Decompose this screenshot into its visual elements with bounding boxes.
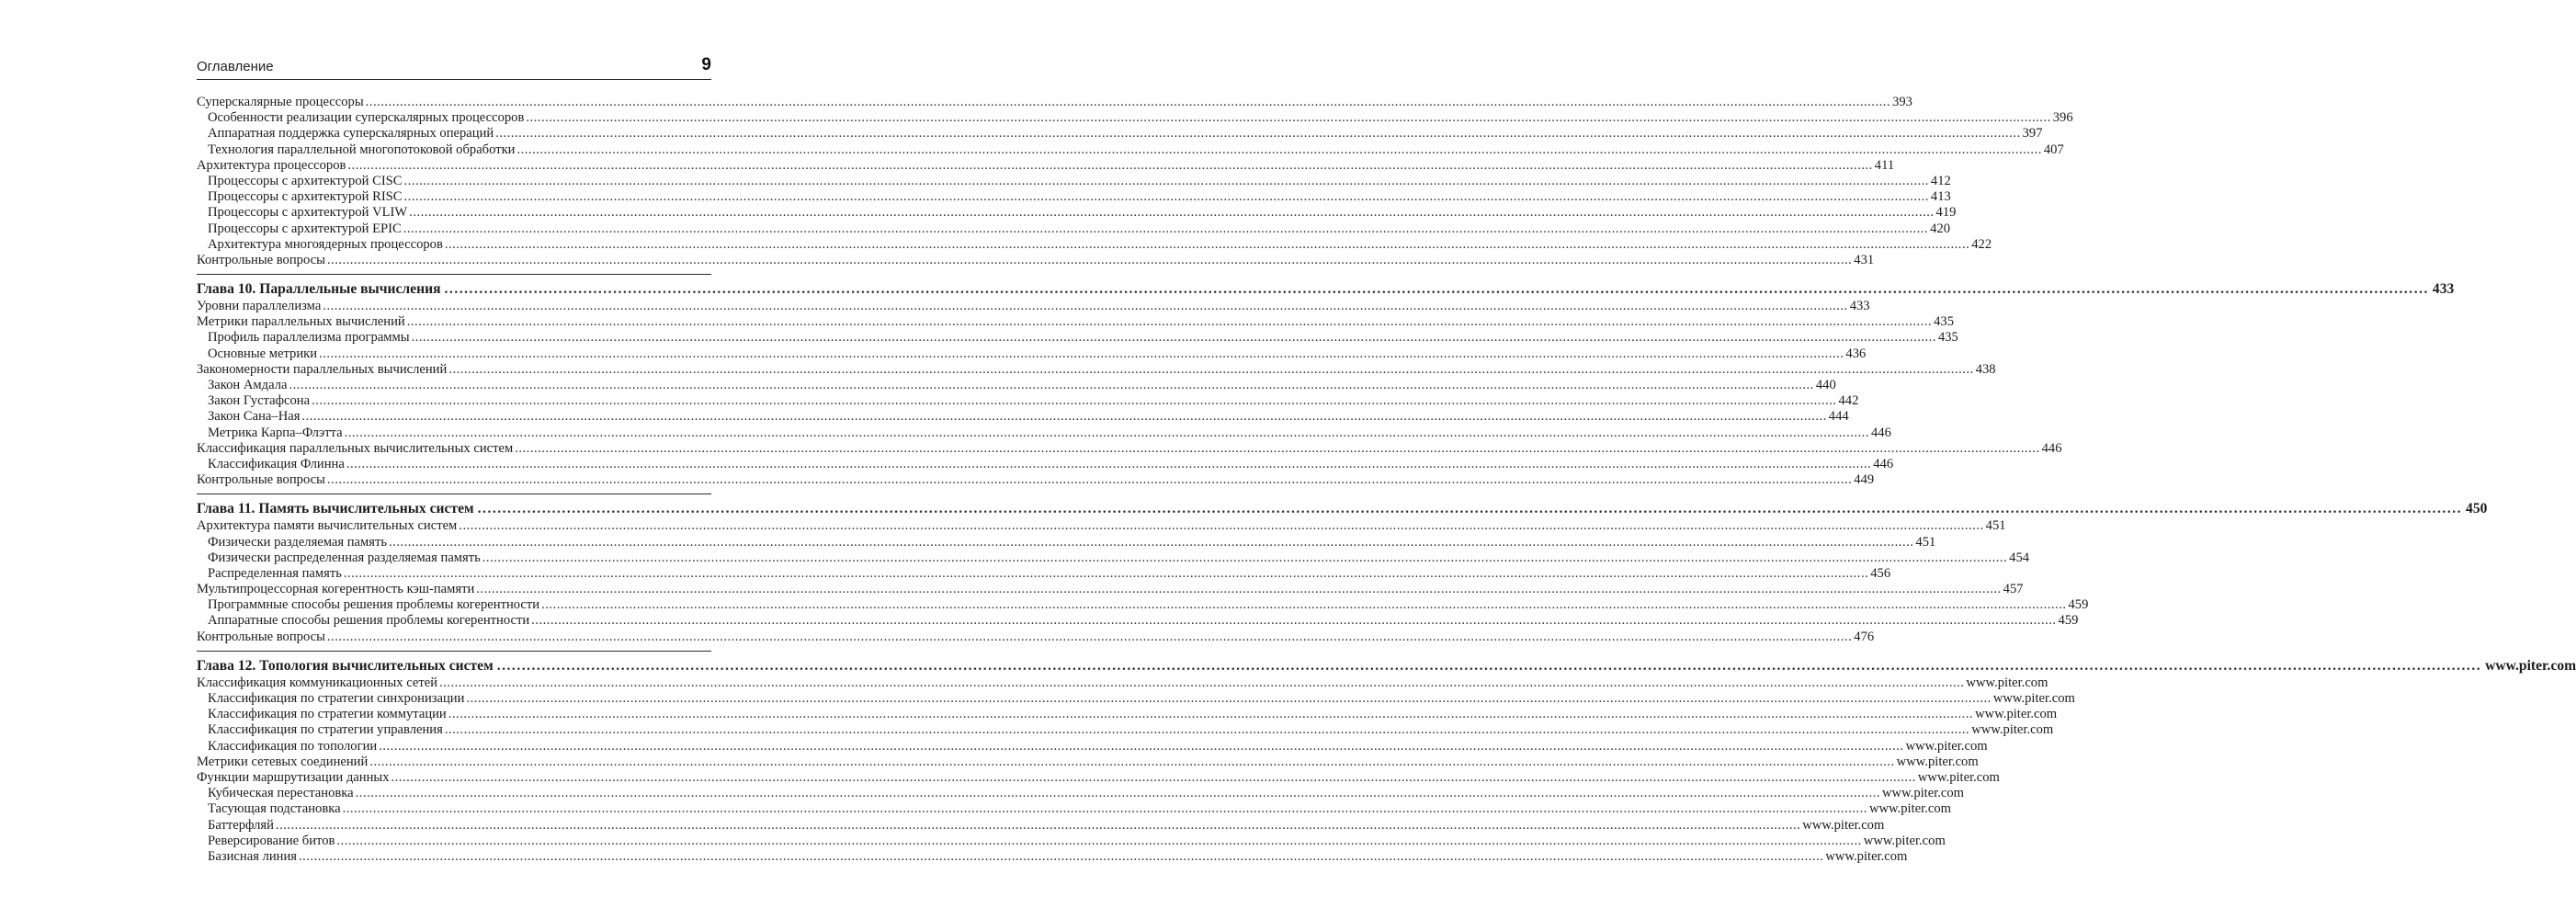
dot-leader: ................................................................................................................................................................................................................................................................................................................................................................................................................ [541, 597, 2067, 613]
dot-leader: ................................................................................................................................................................................................................................................................................................................................................................................................................ [323, 299, 1848, 314]
dot-leader: ................................................................................................................................................................................................................................................................................................................................................................................................................ [439, 675, 1965, 690]
toc-entry[interactable] [197, 425, 1891, 441]
toc-entry-page: 396 [2052, 110, 2073, 126]
dot-leader: ................................................................................................................................................................................................................................................................................................................................................................................................................ [448, 707, 1974, 722]
toc-entry-page: www.piter.com [1971, 722, 2054, 738]
dot-leader: ................................................................................................................................................................................................................................................................................................................................................................................................................ [476, 582, 2002, 597]
page-header [197, 55, 711, 80]
toc-entry[interactable] [197, 221, 1950, 237]
dot-leader: ................................................................................................................................................................................................................................................................................................................................................................................................................ [342, 801, 1867, 817]
toc-entry-title: Закон Сана–Ная [208, 409, 301, 425]
toc-entry-title: Классификация коммуникационных сетей [197, 675, 438, 690]
toc-entry-title: Глава 11. Память вычислительных систем [197, 501, 474, 517]
toc-chapter-entry[interactable] [197, 279, 2455, 299]
toc-entry-title: Классификация параллельных вычислительных систем [197, 440, 514, 456]
table-of-contents [197, 95, 2576, 865]
toc-entry-page: 451 [1915, 534, 1936, 550]
toc-entry[interactable] [197, 722, 2054, 738]
dot-leader: ................................................................................................................................................................................................................................................................................................................................................................................................................ [496, 657, 2482, 674]
dot-leader: ................................................................................................................................................................................................................................................................................................................................................................................................................ [343, 565, 1869, 581]
toc-entry-page: 420 [1930, 221, 1950, 236]
toc-entry-title: Аппаратная поддержка суперскалярных операций [208, 126, 494, 142]
toc-entry-page: www.piter.com [1896, 754, 1979, 769]
dot-leader: ................................................................................................................................................................................................................................................................................................................................................................................................................ [346, 456, 1872, 471]
dot-leader: ................................................................................................................................................................................................................................................................................................................................................................................................................ [355, 786, 1880, 801]
toc-entry-page: 449 [1854, 472, 1875, 488]
dot-leader: ................................................................................................................................................................................................................................................................................................................................................................................................................ [531, 613, 2057, 629]
toc-entry-page: 419 [1935, 205, 1957, 221]
toc-entry[interactable] [197, 472, 1875, 488]
toc-entry-page: 440 [1815, 378, 1836, 392]
toc-entry-page: 431 [1854, 252, 1875, 267]
toc-entry-title: Архитектура памяти вычислительных систем [197, 518, 458, 534]
toc-entry-title: Суперскалярные процессоры [197, 95, 364, 109]
toc-entry-title: Закон Амдала [208, 378, 288, 392]
toc-entry[interactable] [197, 346, 1867, 362]
dot-leader: ................................................................................................................................................................................................................................................................................................................................................................................................................ [312, 393, 1837, 409]
dot-leader: ................................................................................................................................................................................................................................................................................................................................................................................................................ [403, 173, 1929, 188]
toc-entry-title: Физически распределенная разделяемая память [208, 550, 481, 565]
toc-entry[interactable] [197, 299, 1870, 314]
toc-entry-page: 446 [1870, 425, 1891, 440]
toc-entry-title: Тасующая подстановка [208, 801, 341, 817]
toc-entry-page: www.piter.com [1917, 769, 2000, 785]
toc-entry-title: Баттерфляй [208, 817, 274, 833]
toc-entry[interactable] [197, 833, 1946, 849]
toc-chapter-entry[interactable] [197, 499, 2488, 518]
dot-leader: ................................................................................................................................................................................................................................................................................................................................................................................................................ [369, 754, 1895, 769]
toc-entry-title: Профиль параллелизма программы [208, 330, 410, 346]
toc-entry-title: Реверсирование битов [208, 833, 335, 848]
toc-entry-page: www.piter.com [1905, 738, 1988, 754]
toc-entry-title: Особенности реализации суперскалярных процессоров [208, 110, 525, 126]
toc-entry-title: Закономерности параллельных вычислений [197, 361, 448, 377]
dot-leader: ................................................................................................................................................................................................................................................................................................................................................................................................................ [444, 236, 1970, 252]
dot-leader: ................................................................................................................................................................................................................................................................................................................................................................................................................ [448, 361, 1974, 377]
toc-entry[interactable] [197, 314, 1954, 330]
toc-entry-title: Процессоры с архитектурой CISC [208, 173, 403, 188]
toc-entry[interactable] [197, 597, 2089, 613]
dot-leader: ................................................................................................................................................................................................................................................................................................................................................................................................................ [477, 501, 2463, 517]
toc-entry-page: www.piter.com [2485, 657, 2576, 674]
toc-entry-page: 446 [2041, 440, 2062, 456]
toc-section [197, 494, 2488, 645]
toc-entry-title: Контрольные вопросы [197, 252, 325, 267]
page-number: 9 [701, 55, 711, 74]
dot-leader: ................................................................................................................................................................................................................................................................................................................................................................................................................ [495, 126, 2021, 142]
toc-entry-title: Архитектура многоядерных процессоров [208, 236, 443, 252]
toc-entry[interactable] [197, 534, 1936, 550]
toc-entry[interactable] [197, 393, 1859, 409]
toc-section [197, 95, 2073, 268]
toc-entry-page: 456 [1870, 565, 1891, 581]
toc-entry-title: Уровни параллелизма [197, 299, 322, 314]
dot-leader: ................................................................................................................................................................................................................................................................................................................................................................................................................ [482, 550, 2008, 565]
toc-entry[interactable] [197, 173, 1951, 189]
toc-entry[interactable] [197, 565, 1891, 582]
toc-entry-page: 451 [1985, 518, 2006, 534]
toc-entry-title: Программные способы решения проблемы когерентности [208, 597, 540, 613]
toc-section [197, 651, 2576, 865]
toc-entry[interactable] [197, 707, 2058, 722]
toc-entry[interactable] [197, 629, 1875, 645]
toc-entry-title: Базисная линия [208, 848, 297, 864]
toc-entry-page: 435 [1934, 314, 1954, 330]
dot-leader: ................................................................................................................................................................................................................................................................................................................................................................................................................ [444, 722, 1970, 738]
dot-leader: ................................................................................................................................................................................................................................................................................................................................................................................................................ [403, 221, 1929, 236]
toc-entry-page: 411 [1874, 157, 1895, 173]
dot-leader: ................................................................................................................................................................................................................................................................................................................................................................................................................ [301, 409, 1827, 425]
dot-leader: ................................................................................................................................................................................................................................................................................................................................................................................................................ [411, 330, 1936, 346]
dot-leader: ................................................................................................................................................................................................................................................................................................................................................................................................................ [326, 252, 1853, 267]
toc-entry[interactable] [197, 550, 2030, 566]
toc-entry-page: www.piter.com [1882, 786, 1965, 801]
dot-leader: ................................................................................................................................................................................................................................................................................................................................................................................................................ [406, 314, 1933, 330]
toc-entry[interactable] [197, 817, 1885, 834]
toc-entry[interactable] [197, 95, 1912, 110]
toc-entry[interactable] [197, 456, 1894, 472]
toc-entry-title: Аппаратные способы решения проблемы когерентности [208, 613, 530, 629]
toc-entry-title: Классификация Флинна [208, 456, 345, 471]
dot-leader: ................................................................................................................................................................................................................................................................................................................................................................................................................ [379, 738, 1904, 754]
toc-entry[interactable] [197, 801, 1951, 817]
toc-entry-page: 444 [1828, 409, 1849, 425]
dot-leader: ................................................................................................................................................................................................................................................................................................................................................................................................................ [319, 346, 1844, 361]
dot-leader: ................................................................................................................................................................................................................................................................................................................................................................................................................ [326, 629, 1853, 644]
running-head-title: Оглавление [197, 59, 274, 74]
dot-leader: ................................................................................................................................................................................................................................................................................................................................................................................................................ [389, 534, 1914, 550]
toc-entry[interactable] [197, 110, 2073, 126]
toc-entry[interactable] [197, 157, 1895, 174]
dot-leader: ................................................................................................................................................................................................................................................................................................................................................................................................................ [336, 833, 1862, 848]
toc-entry-page: 459 [2058, 613, 2079, 629]
toc-entry-page: www.piter.com [1868, 801, 1951, 817]
dot-leader: ................................................................................................................................................................................................................................................................................................................................................................................................................ [516, 142, 2042, 157]
toc-entry[interactable] [197, 848, 1908, 865]
toc-entry[interactable] [197, 769, 2000, 786]
toc-entry-title: Мультипроцессорная когерентность кэш-памяти [197, 582, 475, 597]
toc-entry-page: 433 [2432, 281, 2455, 298]
dot-leader: ................................................................................................................................................................................................................................................................................................................................................................................................................ [526, 110, 2051, 126]
toc-chapter-entry[interactable] [197, 656, 2576, 675]
toc-entry-page: 438 [1975, 361, 1996, 377]
toc-entry-title: Физически разделяемая память [208, 534, 388, 550]
toc-entry-title: Классификация по стратегии коммутации [208, 707, 447, 722]
toc-entry-page: 412 [1930, 173, 1951, 188]
toc-entry[interactable] [197, 409, 1849, 425]
toc-entry[interactable] [197, 236, 1992, 253]
toc-entry-title: Архитектура процессоров [197, 157, 346, 173]
dot-leader: ................................................................................................................................................................................................................................................................................................................................................................................................................ [515, 440, 2040, 456]
dot-leader: ................................................................................................................................................................................................................................................................................................................................................................................................................ [466, 691, 1992, 706]
toc-entry-title: Классификация по стратегии синхронизации [208, 691, 465, 706]
toc-section [197, 274, 2455, 488]
toc-entry-page: 433 [1849, 299, 1870, 314]
toc-entry-page: www.piter.com [1966, 675, 2048, 690]
toc-entry[interactable] [197, 205, 1957, 221]
dot-leader: ................................................................................................................................................................................................................................................................................................................................................................................................................ [298, 848, 1824, 864]
toc-entry-title: Технология параллельной многопотоковой обработки [208, 142, 516, 157]
toc-entry[interactable] [197, 738, 1988, 754]
toc-entry-title: Функции маршрутизации данных [197, 769, 390, 785]
toc-entry[interactable] [197, 518, 2006, 534]
dot-leader: ................................................................................................................................................................................................................................................................................................................................................................................................................ [409, 205, 1935, 221]
dot-leader: ................................................................................................................................................................................................................................................................................................................................................................................................................ [289, 378, 1814, 392]
toc-entry-page: www.piter.com [1802, 817, 1885, 833]
toc-entry-page: 407 [2043, 142, 2064, 157]
toc-entry-title: Контрольные вопросы [197, 629, 325, 644]
toc-entry-title: Классификация по стратегии управления [208, 722, 443, 738]
toc-entry-title: Классификация по топологии [208, 738, 378, 754]
toc-entry-title: Метрика Карпа–Флэтта [208, 425, 343, 440]
toc-entry-title: Процессоры с архитектурой RISC [208, 189, 403, 205]
toc-entry[interactable] [197, 142, 2064, 158]
toc-entry-page: www.piter.com [1825, 848, 1908, 864]
toc-entry[interactable] [197, 675, 2048, 691]
toc-entry-page: 442 [1838, 393, 1859, 409]
dot-leader: ................................................................................................................................................................................................................................................................................................................................................................................................................ [344, 425, 1869, 440]
toc-entry-page: 436 [1845, 346, 1867, 361]
toc-entry[interactable] [197, 582, 2024, 597]
toc-entry[interactable] [197, 126, 2043, 142]
dot-leader: ................................................................................................................................................................................................................................................................................................................................................................................................................ [444, 281, 2429, 298]
toc-entry-title: Метрики параллельных вычислений [197, 314, 405, 330]
toc-entry-page: www.piter.com [1975, 707, 2058, 722]
toc-entry-page: 435 [1937, 330, 1958, 346]
toc-entry-page: 422 [1971, 236, 1992, 252]
dot-leader: ................................................................................................................................................................................................................................................................................................................................................................................................................ [403, 189, 1929, 205]
dot-leader: ................................................................................................................................................................................................................................................................................................................................................................................................................ [391, 769, 1916, 785]
toc-entry[interactable] [197, 252, 1875, 268]
toc-entry-title: Метрики сетевых соединений [197, 754, 369, 769]
toc-entry[interactable] [197, 378, 1836, 393]
toc-entry-page: 393 [1892, 95, 1912, 109]
toc-entry-page: www.piter.com [1992, 691, 2075, 706]
toc-entry-page: 413 [1930, 189, 1951, 205]
toc-entry[interactable] [197, 440, 2062, 457]
toc-entry-title: Процессоры с архитектурой EPIC [208, 221, 402, 236]
toc-entry-title: Распределенная память [208, 565, 342, 581]
toc-entry-page: 476 [1854, 629, 1875, 644]
toc-entry-page: www.piter.com [1863, 833, 1946, 848]
toc-entry-page: 446 [1873, 456, 1894, 471]
toc-entry-page: 397 [2022, 126, 2043, 142]
dot-leader: ................................................................................................................................................................................................................................................................................................................................................................................................................ [275, 817, 1801, 833]
dot-leader: ................................................................................................................................................................................................................................................................................................................................................................................................................ [326, 472, 1853, 488]
toc-entry[interactable] [197, 189, 1951, 205]
toc-entry-title: Контрольные вопросы [197, 472, 325, 488]
toc-entry[interactable] [197, 361, 1996, 378]
toc-entry-page: 457 [2003, 582, 2024, 597]
toc-entry-page: 450 [2466, 501, 2488, 517]
toc-entry-title: Основные метрики [208, 346, 318, 361]
toc-entry-page: 459 [2068, 597, 2089, 613]
toc-entry-title: Кубическая перестановка [208, 786, 354, 801]
toc-entry[interactable] [197, 754, 1979, 770]
dot-leader: ................................................................................................................................................................................................................................................................................................................................................................................................................ [365, 95, 1891, 109]
toc-entry-title: Процессоры с архитектурой VLIW [208, 205, 408, 221]
dot-leader: ................................................................................................................................................................................................................................................................................................................................................................................................................ [459, 518, 1984, 534]
toc-entry[interactable] [197, 330, 1958, 346]
toc-entry[interactable] [197, 691, 2075, 707]
toc-entry-title: Глава 12. Топология вычислительных систем [197, 657, 494, 674]
toc-entry[interactable] [197, 613, 2079, 629]
toc-entry[interactable] [197, 786, 1965, 801]
toc-entry-title: Закон Густафсона [208, 393, 311, 409]
toc-entry-title: Глава 10. Параллельные вычисления [197, 281, 441, 298]
dot-leader: ................................................................................................................................................................................................................................................................................................................................................................................................................ [347, 157, 1873, 173]
toc-entry-page: 454 [2009, 550, 2030, 565]
